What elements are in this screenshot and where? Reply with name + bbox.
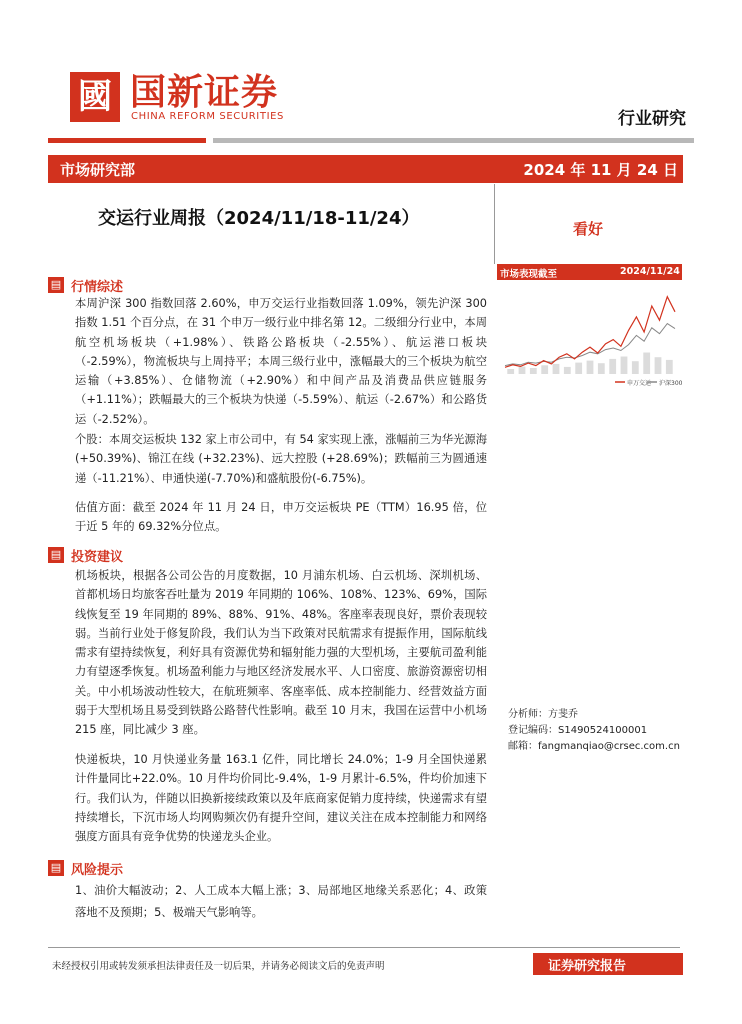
paragraph: 个股：本周交运板块 132 家上市公司中，有 54 家实现上涨，涨幅前三为华光源海 (+50.39%)、锦江在线 (+32.23%)、远大控股 (+28.69%)；跌幅前三为圆通速递（-11.21%）、申通快递(-7.70%)和盛航股份(-6.75%)。: [75, 433, 487, 485]
page-title: 交运行业周报（2024/11/18-11/24）: [98, 208, 420, 229]
volume-bar: [666, 360, 673, 374]
logo-text-cn: 国新证券: [130, 71, 279, 113]
volume-bar: [598, 363, 605, 374]
volume-bar: [564, 367, 571, 374]
legend-label-2: 沪深300: [659, 380, 682, 387]
report-type: 行业研究: [618, 109, 686, 129]
volume-bar: [609, 359, 616, 374]
volume-bar: [541, 365, 548, 374]
section-title: 风险提示: [71, 863, 124, 878]
footer-label: 证券研究报告: [548, 959, 627, 974]
section-title: 行情综述: [71, 280, 124, 295]
section-bullet-icon: ▤: [48, 860, 64, 876]
volume-bar: [519, 367, 526, 374]
report-date: 2024 年 11 月 24 日: [523, 161, 678, 179]
section-title: 投资建议: [71, 550, 124, 565]
market-performance-chart: [497, 282, 682, 400]
section-bullet-icon: ▤: [48, 547, 64, 563]
legend-label-1: 申万交运: [627, 380, 652, 387]
column-divider: [494, 184, 495, 264]
section-bullet-icon: ▤: [48, 277, 64, 293]
analyst-email: 邮箱：fangmanqiao@crsec.com.cn: [508, 741, 680, 752]
rating-badge: 看好: [573, 220, 604, 238]
paragraph: 本周沪深 300 指数回落 2.60%，申万交运行业指数回落 1.09%，领先沪深 300 指数 1.51 个百分点，在 31 个申万一级行业中排名第 12。二级细分行业中，本周航空机场板块（+1.98%）、铁路公路板块（-2.55%）、航运港口板块（-2.59%），物流板块与上周持平；本周三级行业中，涨幅最大的三个板块为航空运输（+3.85%）、仓储物流（+2.90%）和中间产品及消费品供应链服务（+1.11%）；跌幅最大的三个板块为快递（-5.59%）、航运（-2.67%）和公路货运（-2.52%）。: [75, 297, 487, 426]
department-label: 市场研究部: [60, 161, 136, 179]
footer-rule: [48, 947, 680, 948]
logo-text-en: CHINA REFORM SECURITIES: [131, 111, 284, 122]
volume-bar: [553, 364, 560, 374]
market-chart-label: 市场表现截至: [500, 269, 558, 280]
volume-bar: [632, 361, 639, 374]
paragraph: 估值方面：截至 2024 年 11 月 24 日，申万交运板块 PE（TTM）16.95 倍，位于近 5 年的 69.32%分位点。: [75, 501, 487, 534]
analyst-cert: 登记编码：S1490524100001: [508, 725, 648, 736]
header-rule-gray: [213, 138, 694, 143]
volume-bars: [507, 353, 672, 375]
paragraph: 快递板块，10 月快递业务量 163.1 亿件，同比增长 24.0%；1-9 月全国快递累计件量同比+22.0%。10 月件均价同比-9.4%，1-9 月累计-6.5%，件均价加速下行。我们认为，伴随以旧换新接续政策以及年底商家促销力度持续，快递需求有望持续增长，下沉市场人均网购频次仍有提升空间，建议关注在成本控制能力和网络强度方面具有竞争优势的快递龙头企业。: [75, 753, 487, 844]
analyst-name: 分析师：方斐乔: [508, 709, 578, 720]
volume-bar: [655, 357, 662, 374]
volume-bar: [530, 368, 537, 374]
volume-bar: [507, 369, 514, 374]
market-chart-date: 2024/11/24: [620, 266, 680, 277]
paragraph: 1、油价大幅波动；2、人工成本大幅上涨；3、局部地区地缘关系恶化；4、政策落地不及预期；5、极端天气影响等。: [75, 884, 487, 919]
volume-bar: [643, 353, 650, 375]
logo-emblem: [70, 72, 120, 122]
volume-bar: [575, 363, 582, 374]
footer-disclaimer: 未经授权引用或转发须承担法律责任及一切后果，并请务必阅读文后的免责声明: [52, 961, 385, 972]
volume-bar: [621, 357, 628, 375]
volume-bar: [587, 361, 594, 374]
paragraph: 机场板块，根据各公司公告的月度数据，10 月浦东机场、白云机场、深圳机场、首都机场日均旅客吞吐量为 2019 年同期的 106%、108%、123%、69%，国际线恢复至 19 年同期的 89%、88%、91%、48%。客座率表现良好，票价表现较弱。当前行业处于修复阶段，我们认为当下政策对民航需求有提振作用，国际航线需求有望持续恢复，利好具有资源优势和辐射能力强的大型机场，主要航司盈利能力有望逐季恢复。机场盈利能力与地区经济发展水平、人口密度、旅游资源密切相关。中小机场波动性较大，在航班频率、客座率低、成本控制能力、经营效益方面弱于大型机场且易受到铁路公路替代性影响。截至 10 月末，我国在运营中小机场 215 座，同比减少 3 座。: [75, 569, 487, 737]
logo-glyph: 國: [78, 77, 112, 117]
header-rule-red: [48, 138, 206, 143]
